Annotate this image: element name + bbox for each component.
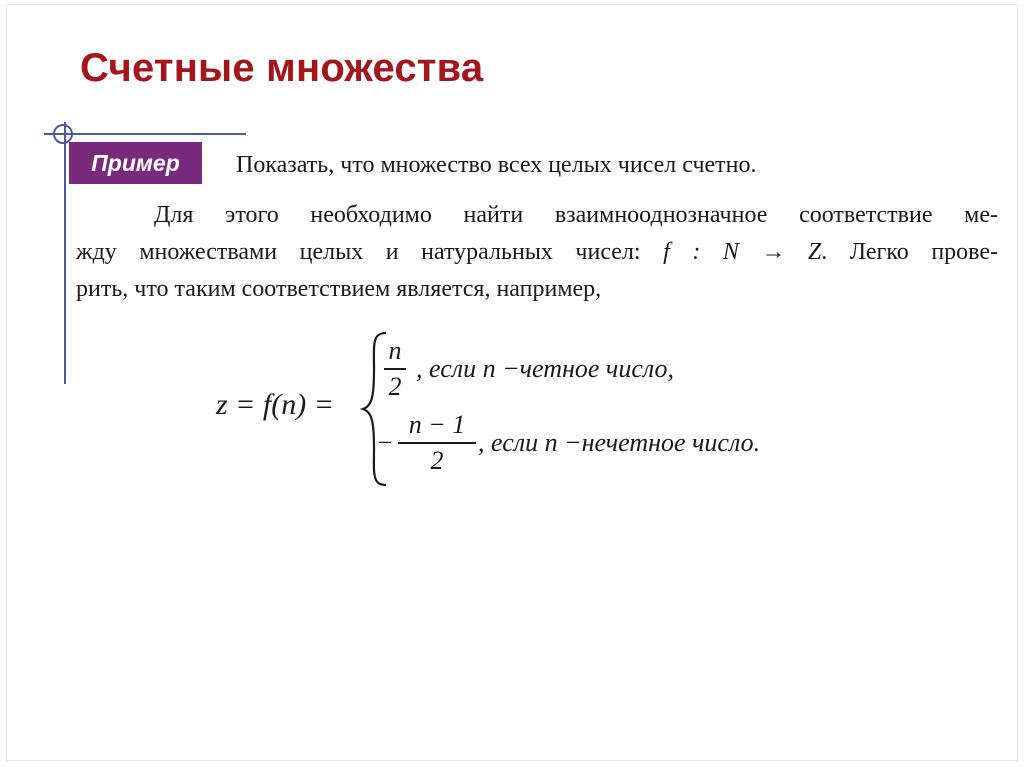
case-1-condition: , если n −четное число, <box>416 354 675 383</box>
task-statement: Показать, что множество всех целых чисел счетно. <box>236 152 757 178</box>
decor-vertical-line <box>64 122 66 384</box>
fraction-1-denominator: 2 <box>388 372 402 401</box>
mapping-expression: f : N → Z <box>663 239 822 265</box>
case-2-condition: , если n −нечетное число. <box>478 428 761 457</box>
case-2-sign: − <box>376 428 394 457</box>
paragraph-line-1 <box>76 202 998 229</box>
fraction-case-2 <box>398 410 476 476</box>
slide-title: Счетные множества <box>80 46 484 90</box>
piecewise-formula <box>216 330 856 490</box>
decor-circle <box>53 124 73 144</box>
fraction-1-numerator: n <box>388 336 402 365</box>
fraction-2-denominator: 2 <box>430 446 444 475</box>
fraction-case-1 <box>384 336 406 402</box>
fraction-1-bar <box>384 368 406 370</box>
paragraph-line-2-text: жду множествами целых и натуральных чисел: <box>76 239 641 265</box>
fraction-2-numerator: n − 1 <box>408 410 466 439</box>
formula-lhs: z = f(n) = <box>216 388 334 421</box>
paragraph-line-3: рить, что таким соответствием является, например, <box>76 276 602 302</box>
paragraph-line-2-tail: . Легко прове- <box>821 239 999 265</box>
example-badge: Пример <box>69 142 202 184</box>
fraction-2-bar <box>398 442 476 444</box>
decor-horizontal-line <box>44 133 246 135</box>
paragraph-line-1-text: Для этого необходимо найти взаимнооднозначное соответствие ме- <box>154 202 998 228</box>
paragraph-line-2 <box>76 239 998 266</box>
